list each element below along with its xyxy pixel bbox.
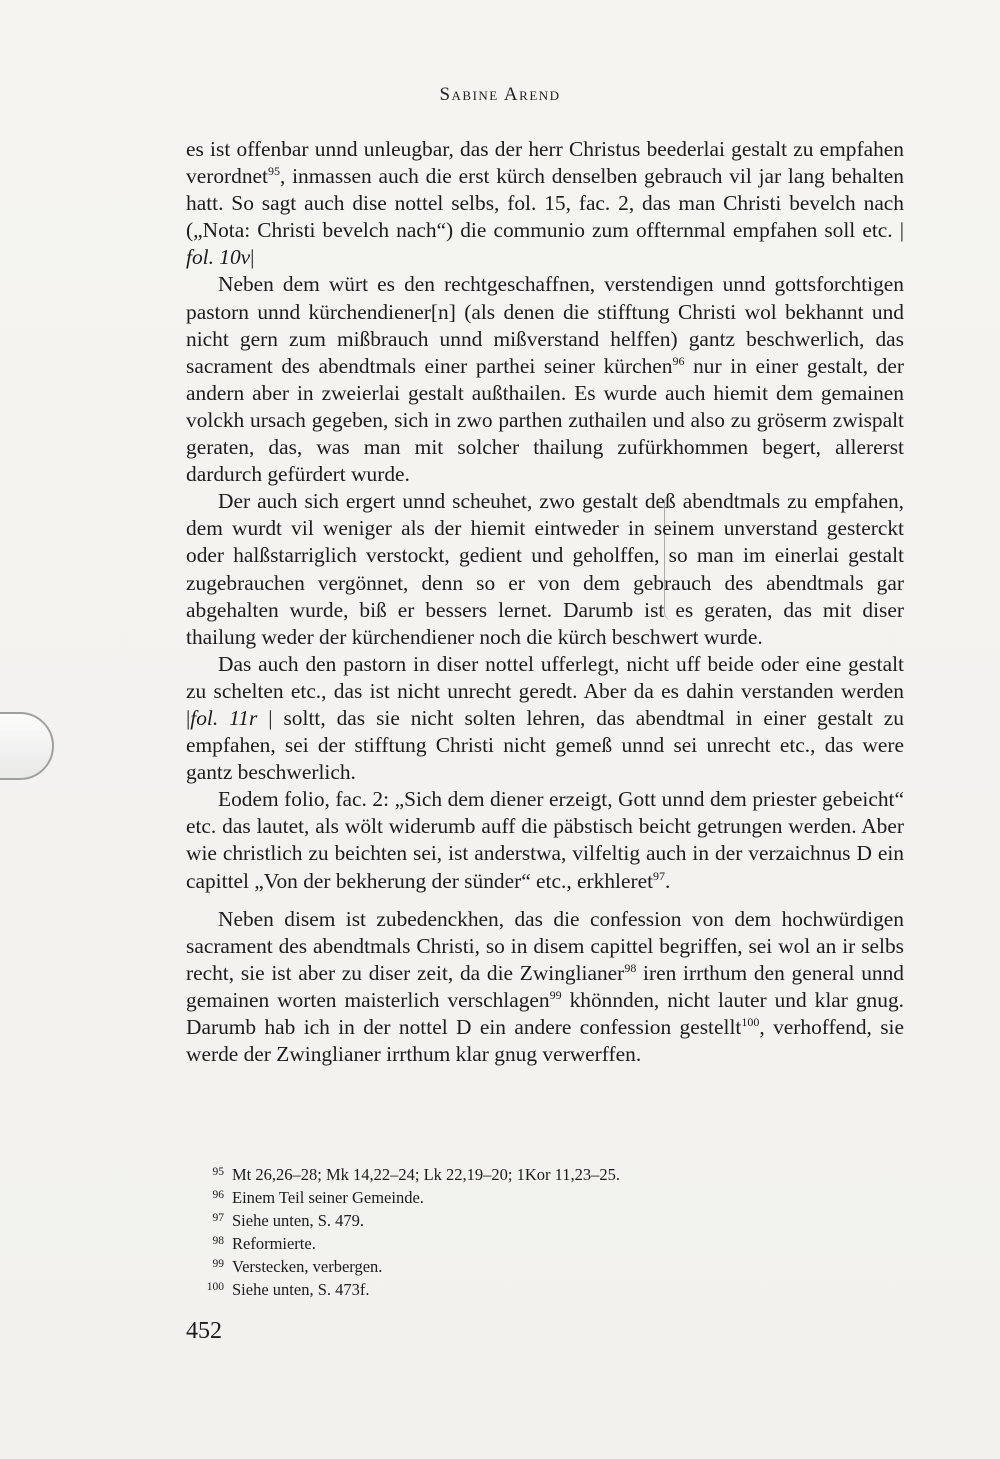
footnote-text: Reformierte.: [232, 1233, 316, 1253]
footnote-text: Siehe unten, S. 479.: [232, 1210, 364, 1230]
folio-marker: fol. 11r: [190, 705, 258, 730]
text-run: nur in einer gestalt, der andern aber in zweierlai gestalt außthailen. Es wurde auch hiemit dem gemainen volckh ursach gegeben, sich in zwo parthen zuthailen und also zu gröserm zwispalt geraten, das, was man mit solcher thailung zufürkhommen begert, allererst dardurch gefürdert wurde.: [186, 353, 905, 487]
footnote-number: 99: [212, 1257, 224, 1270]
footnote: [186, 1165, 904, 1188]
footnote-number: 95: [212, 1166, 224, 1178]
text-run: Neben dem würt es den rechtgeschaffnen, verstendigen unnd gottsforchtigen pastorn unnd kürchendiener[n] (als denen die stifftung Christi wol bekhannt und nicht gern zum mißbrauch unnd mißverstand helffen) gantz beschwerlich, das sacrament des abendtmals einer parthei seiner kürchen: [186, 272, 904, 378]
page-number: 452: [186, 1318, 222, 1344]
text-run: , verhoffend, sie werde der Zwinglianer irrthum klar gnug verwerffen.: [186, 1015, 904, 1067]
paragraph-1: [186, 136, 904, 271]
footnote-text: Einem Teil seiner Gemeinde.: [232, 1187, 424, 1207]
main-text: [186, 136, 904, 1068]
footnote-number: 96: [212, 1188, 224, 1201]
footnote-text: Siehe unten, S. 473f.: [232, 1279, 370, 1299]
text-run: iren irrthum den general unnd gemainen worten maisterlich verschlagen: [186, 960, 904, 1012]
footnote-ref-97[interactable]: 97: [653, 868, 666, 883]
text-run: , inmassen auch die erst kürch denselben gebrauch vil jar lang behalten hatt. So sagt auch dise nottel selbs, fol. 15, fac. 2, das man Christi bevelch nach („Nota: Christi bevelch nach“) die communio zum offternmal empfahen soll etc. |: [186, 164, 904, 243]
footnote: [186, 1211, 904, 1234]
footnote-ref-95[interactable]: 95: [267, 163, 280, 178]
footnote: [186, 1188, 904, 1211]
footnote-text: Mt 26,26–28; Mk 14,22–24; Lk 22,19–20; 1Kor 11,23–25.: [232, 1165, 621, 1184]
footnotes: [186, 1165, 904, 1302]
text-run: khönnden, nicht lauter und klar gnug. Darumb hab ich in der nottel D ein andere confession gestellt: [186, 987, 904, 1039]
footnote-number: 100: [206, 1280, 224, 1293]
running-head: Sabine Arend: [439, 84, 561, 105]
footnote-ref-96[interactable]: 96: [672, 353, 685, 368]
text-run: |: [250, 245, 255, 270]
footnote-number: 97: [212, 1211, 224, 1224]
paragraph-5: [186, 786, 904, 894]
text-run: | soltt, das sie nicht solten lehren, das abendtmal in einer gestalt zu empfahen, sei der stifftung Christi nicht gemeß unnd sei unrecht etc., das were gantz beschwerlich.: [186, 705, 904, 785]
paragraph-6: [186, 906, 904, 1069]
paragraph-2: [186, 271, 904, 488]
text-run: es ist offenbar unnd unleugbar, das der herr Christus beederlai gestalt zu empfahen verordnet: [186, 137, 904, 189]
text-run: Neben disem ist zubedenckhen, das die confession von dem hochwürdigen sacrament des abendtmals Christi, so in disem capittel begriffen, sei wol an ir selbs recht, sie ist aber zu diser zeit, da die Zwinglianer: [186, 906, 904, 985]
footnote-ref-98[interactable]: 98: [624, 960, 637, 975]
paper-clip-shadow: [0, 712, 54, 780]
footnote: [186, 1280, 904, 1303]
footnote: [186, 1257, 904, 1280]
text-run: Eodem folio, fac. 2: „Sich dem diener erzeigt, Gott unnd dem priester gebeicht“ etc. das lautet, als wölt widerumb auff die päbstisch beicht getrungen werden. Aber wie christlich zu beichten sei, ist anderstwa, vilfeltig auch in der verzaichnus D ein capittel „Von der bekherung der sünder“ etc., erkhleret: [186, 787, 904, 893]
text-run: .: [665, 868, 671, 893]
footnote: [186, 1234, 904, 1257]
footnote-text: Verstecken, verbergen.: [232, 1256, 383, 1276]
folio-marker: fol. 10v: [186, 245, 251, 270]
footnote-number: 98: [212, 1234, 224, 1247]
paragraph-4: [186, 651, 904, 786]
paragraph-3: Der auch sich ergert unnd scheuhet, zwo gestalt deß abendtmals zu empfahen, dem wurdt vil weniger als der hiemit eintweder in seinem unverstand gesterckt oder halßstarriglich verstockt, gedient und geholffen, so man im einerlai gestalt zugebrauchen vergönnet, denn so er von dem gebrauch des abendtmals gar abgehalten wurde, biß er bessers lernet. Darumb ist es geraten, das mit diser thailung weder der kürchendiener noch die kürch beschwert wurde.: [186, 489, 904, 649]
footnote-ref-100[interactable]: 100: [741, 1014, 760, 1029]
text-run: Das auch den pastorn in diser nottel ufferlegt, nicht uff beide oder eine gestalt zu schelten etc., das ist nicht unrecht geredt. Aber da es dahin verstanden werden |: [186, 651, 904, 730]
footnote-ref-99[interactable]: 99: [549, 987, 562, 1002]
